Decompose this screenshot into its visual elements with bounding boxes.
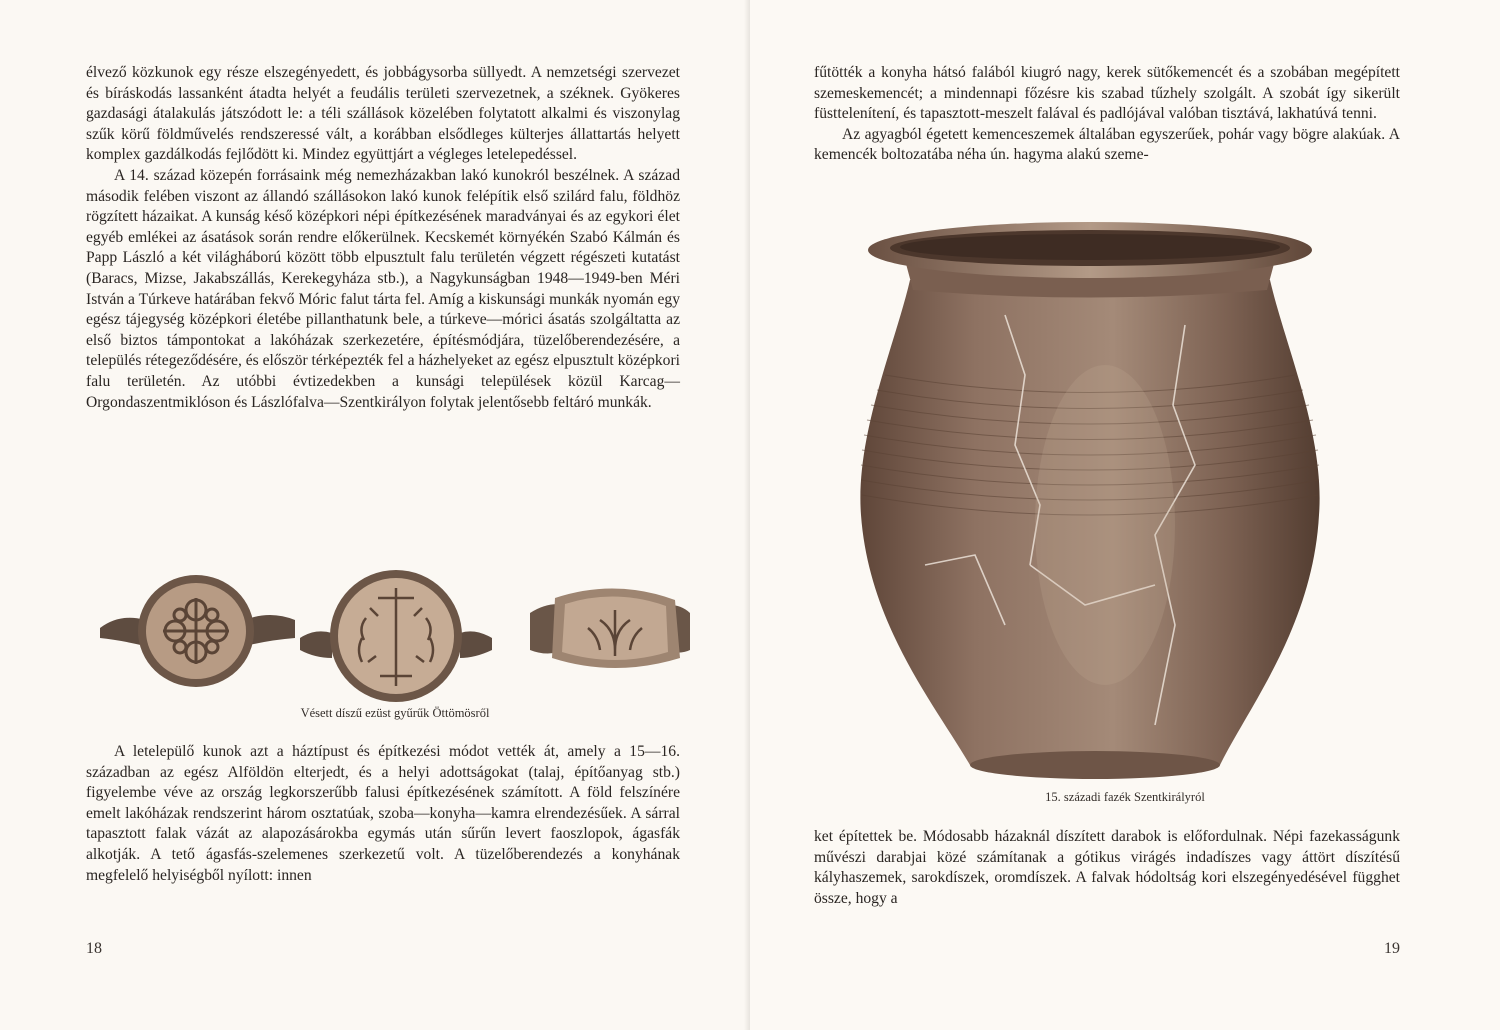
right-paragraph-3: ket építettek be. Módosabb házaknál díszített darabok is előfordulnak. Népi fazekasságunk művészi darabjai közé számítanak a gótikus virágés indadíszes vagy áttört díszítésű kályhaszemek, sarokdíszek, oromdíszek. A falvak hódoltság kori elszegényedésével függhet össze, hogy a bbox=[814, 828, 1400, 907]
right-text-block bbox=[814, 63, 1400, 166]
vessel-caption: 15. századi fazék Szentkirályról bbox=[1045, 790, 1205, 804]
left-paragraph-1: élvező közkunok egy része elszegényedett, és jobbágysorba süllyedt. A nemzetségi szervezet és bíráskodás lassanként átadta helyét a feudális területi szervezetnek, a széknek. Gyökeres gazdasági átalakulás játszódott le: a téli szállások közelében folytatott alkalmi és viszonylag szűk körű földművelés rendszeressé vált, a korábban elsődleges külterjes állattartás helyett komplex gazdálkodás fejlődött ki. Mindez együttjárt a végleges letelepedéssel. bbox=[86, 64, 680, 164]
rings-caption: Vésett díszű ezüst gyűrűk Öttömösről bbox=[300, 706, 490, 720]
left-paragraph-2: A 14. század közepén forrásaink még nemezházakban lakó kunokról beszélnek. A század második felében viszont az állandó szállásokon lakó kunok felépítik első szilárd falu, földhöz rögzített házaikat. A kunság késő középkori népi építkezésének maradványai és az egykori élet egyéb emlékei az ásatások során rendre előkerülnek. Kecskemét környékén Szabó Kálmán és Papp László a két világháború között több elpusztult falu területén végzett régészeti kutatást (Baracs, Mizse, Jakabszállás, Kerekegyháza stb.), a Nagykunságban 1948—1949-ben Méri István a Túrkeve határában fekvő Móric falut tárta fel. Amíg a kiskunsági munkák nyomán egy egész tájegység középkori életébe pillanthatunk bele, a túrkeve—mórici ásatás szolgáltatta az első biztos támpontokat a lakóházak szerkezetére, építésmódjára, tüzelőberendezésére, a település rétegeződésére, és először térképezték fel a házhelyeket az egész elpusztult középkori falu területén. Az utóbbi évtizedekben a kunsági települések közül Karcag—Orgondaszentmiklóson és Lászlófalva—Szentkirályon folytak jelentősebb feltáró munkák. bbox=[86, 166, 680, 411]
silver-rings-photo bbox=[100, 558, 690, 708]
left-text-block-2 bbox=[86, 742, 680, 886]
ring-1-image bbox=[100, 575, 295, 687]
left-paragraph-3: A letelepülő kunok azt a háztípust és építkezési módot vették át, amely a 15—16. században az egész Alföldön elterjedt, és a helyi adottságokat (talaj, építőanyag stb.) figyelembe véve az ország legkorszerűbb falusi építkezésének számított. A föld felszínére emelt lakóházak rendszerint három osztatúak, szoba—konyha—kamra elrendezésűek. A sárral tapasztott falak vázát az alapozásárokba egymás után sűrűn levert faoszlopok, ágasfák alkotják. A tető ágasfás-szelemenes szerkezetű volt. A tüzelőberendezés a konyhának megfelelő helyiségből nyílott: innen bbox=[86, 743, 680, 884]
clay-pot-photo bbox=[855, 205, 1325, 785]
ring-2-image bbox=[300, 570, 492, 702]
ring-3-image bbox=[530, 588, 690, 668]
right-text-block-2 bbox=[814, 827, 1400, 909]
right-paragraph-1: fűtötték a konyha hátsó falából kiugró nagy, kerek sütőkemencét és a szobában megépített szemeskemencét; a mindennapi főzésre kis szabad tűzhely szolgált. A szobát így sikerült füsttelenítení, és tapasztott-meszelt falával és padlójával valóban tisztává, lakhatúvá tenni. bbox=[814, 64, 1400, 123]
left-text-block bbox=[86, 63, 680, 413]
page-number-left: 18 bbox=[86, 940, 102, 957]
page-number-right: 19 bbox=[1384, 940, 1400, 957]
right-paragraph-2: Az agyagból égetett kemenceszemek általában egyszerűek, pohár vagy bögre alakúak. A kemencék boltozatába néha ún. hagyma alakú szeme- bbox=[814, 125, 1400, 164]
